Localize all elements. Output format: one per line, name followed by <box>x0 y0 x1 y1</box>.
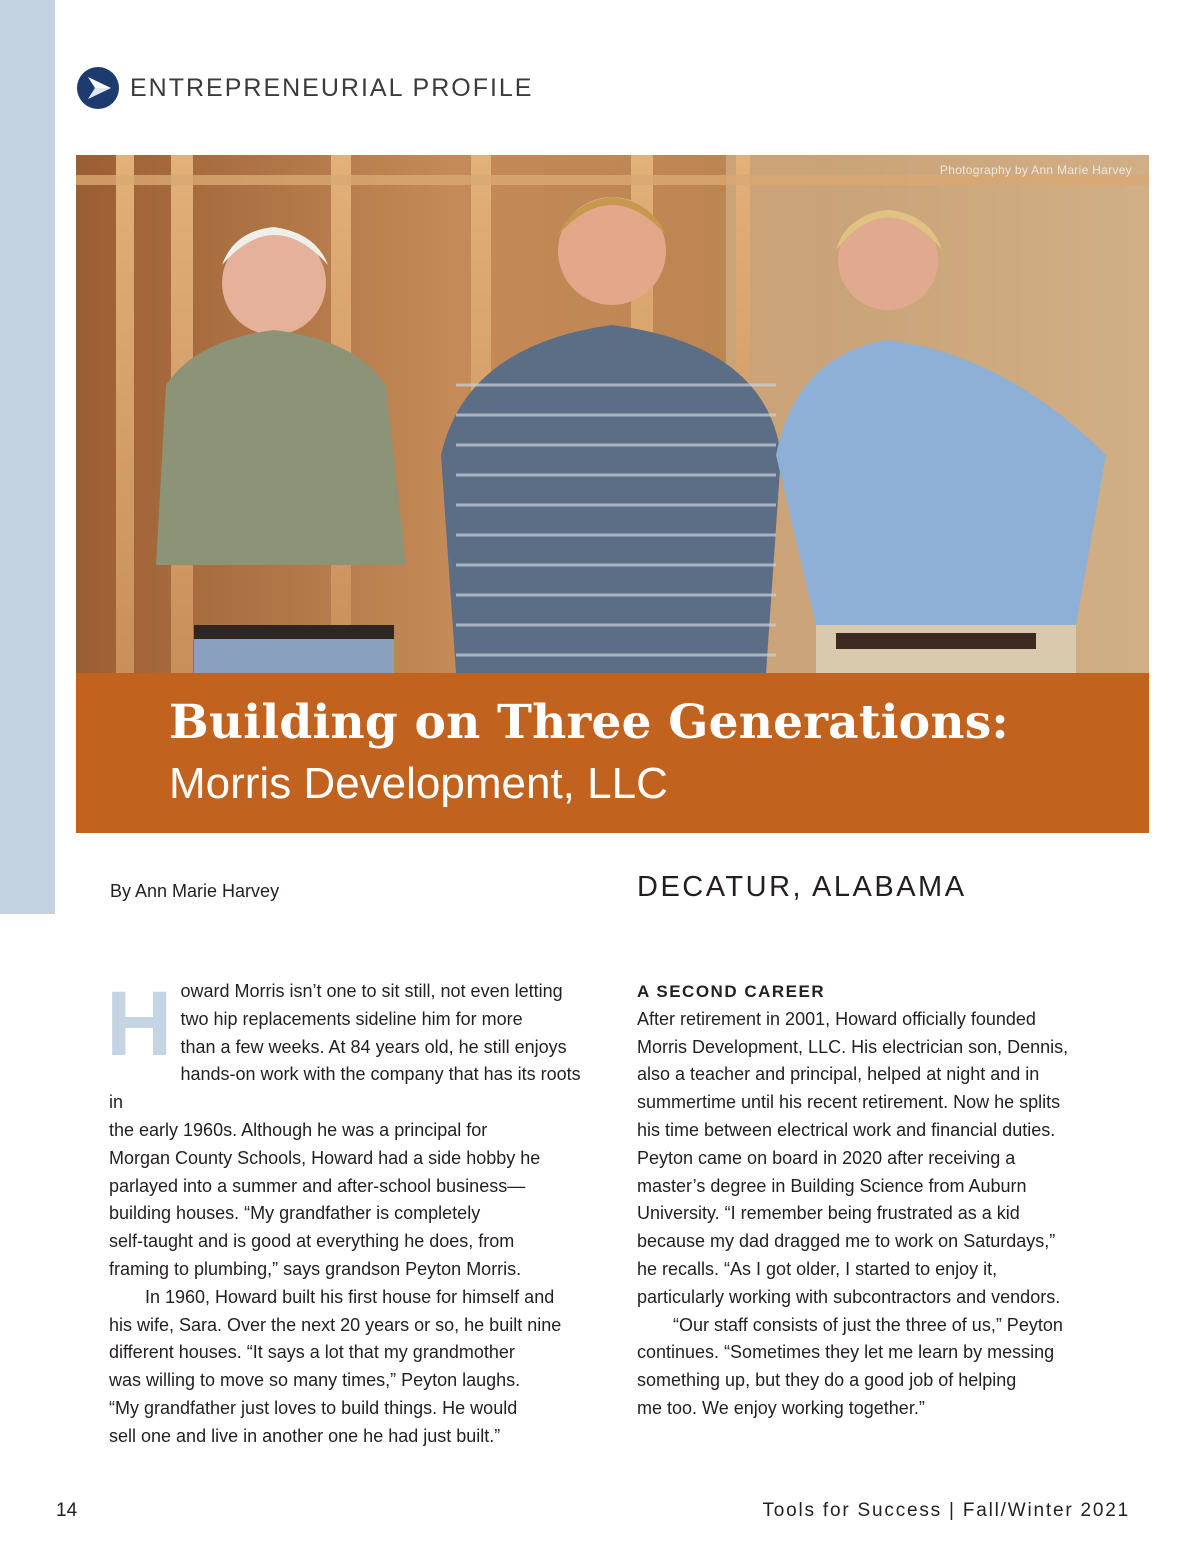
text-line: sell one and live in another one he had just built.” <box>109 1425 501 1446</box>
article-title: Building on Three Generations: <box>169 695 1009 750</box>
paragraph <box>109 1284 587 1451</box>
text-line: self-taught and is good at everything he does, from <box>109 1231 515 1252</box>
text-line: University. “I remember being frustrated as a kid <box>637 1203 1020 1224</box>
text-line: Peyton came on board in 2020 after receiving a <box>637 1147 1016 1168</box>
text-line: After retirement in 2001, Howard officially founded <box>637 1008 1036 1029</box>
text-line: particularly working with subcontractors and vendors. <box>637 1286 1061 1307</box>
hero-photo <box>76 155 1149 673</box>
text-line: something up, but they do a good job of helping <box>637 1370 1017 1391</box>
text-line: “My grandfather just loves to build things. He would <box>109 1397 518 1418</box>
arrow-circle-icon <box>76 66 120 110</box>
text-line: the early 1960s. Although he was a principal for <box>109 1119 488 1140</box>
text-line: me too. We enjoy working together.” <box>637 1397 925 1418</box>
text-line: than a few weeks. At 84 years old, he still enjoys <box>180 1036 567 1057</box>
text-line: master’s degree in Building Science from Auburn <box>637 1175 1027 1196</box>
text-line: because my dad dragged me to work on Saturdays,” <box>637 1231 1056 1252</box>
text-line: two hip replacements sideline him for more <box>180 1008 523 1029</box>
article-left-column <box>106 973 587 1451</box>
text-line: oward Morris isn’t one to sit still, not even letting <box>180 981 563 1001</box>
text-line: he recalls. “As I got older, I started to enjoy it, <box>637 1258 998 1279</box>
article-right-column <box>637 978 1107 1423</box>
text-line: continues. “Sometimes they let me learn by messing <box>637 1342 1055 1363</box>
text-line: Morris Development, LLC. His electrician son, Dennis, <box>637 1036 1069 1057</box>
section-label: ENTREPRENEURIAL PROFILE <box>130 73 534 102</box>
text-line: “Our staff consists of just the three of us,” Peyton <box>673 1314 1063 1335</box>
paragraph <box>106 973 587 1284</box>
dateline: DECATUR, ALABAMA <box>637 871 967 903</box>
photo-credit: Photography by Ann Marie Harvey <box>939 163 1132 177</box>
page-number: 14 <box>56 1500 78 1521</box>
text-line: parlayed into a summer and after-school business— <box>109 1175 526 1196</box>
section-header <box>76 66 533 110</box>
text-line: building houses. “My grandfather is completely <box>109 1203 481 1224</box>
text-line: Morgan County Schools, Howard had a side hobby he <box>109 1147 541 1168</box>
text-line: also a teacher and principal, helped at night and in <box>637 1064 1040 1085</box>
text-line: framing to plumbing,” says grandson Peyton Morris. <box>109 1258 522 1279</box>
publication-footer: Tools for Success | Fall/Winter 2021 <box>762 1500 1130 1521</box>
byline: By Ann Marie Harvey <box>110 881 280 901</box>
section-subhead: A SECOND CAREER <box>637 982 826 1001</box>
side-accent-bar <box>0 0 55 914</box>
text-line: In 1960, Howard built his first house for himself and <box>145 1286 555 1307</box>
text-line: his time between electrical work and financial duties. <box>637 1119 1056 1140</box>
text-line: was willing to move so many times,” Peyton laughs. <box>109 1370 521 1391</box>
title-band <box>76 673 1149 833</box>
article-subtitle: Morris Development, LLC <box>169 759 668 808</box>
text-line: his wife, Sara. Over the next 20 years or so, he built nine <box>109 1314 562 1335</box>
text-line: summertime until his recent retirement. Now he splits <box>637 1092 1061 1113</box>
text-line: hands-on work with the company that has its roots in <box>109 1064 581 1113</box>
drop-cap: H <box>106 973 173 1075</box>
text-line: different houses. “It says a lot that my grandmother <box>109 1342 515 1363</box>
paragraph <box>637 1006 1107 1312</box>
paragraph <box>637 1312 1107 1423</box>
photo-three-men-construction <box>76 155 1149 673</box>
